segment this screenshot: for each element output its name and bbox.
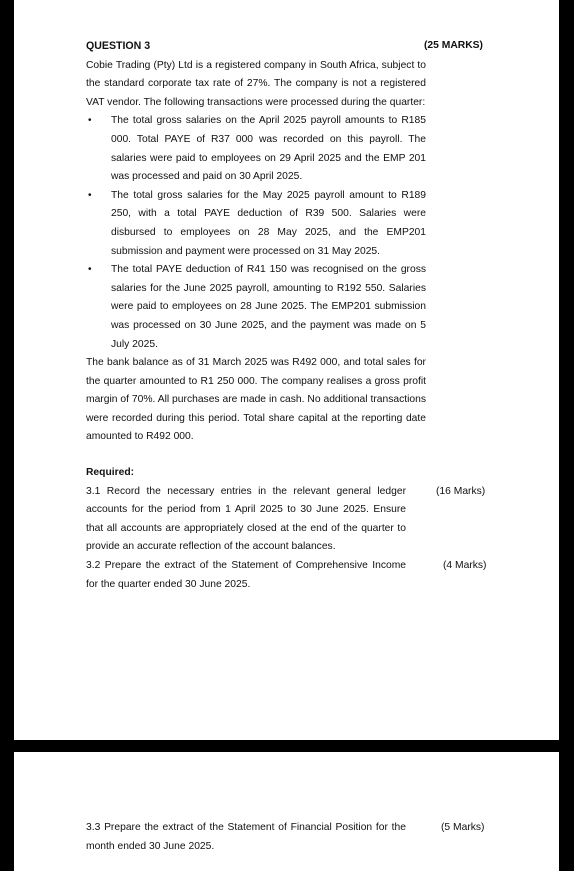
bullet-icon: • <box>88 189 92 201</box>
required-item-text: 3.3 Prepare the extract of the Statement of Financial Position for the month ended 30 June 2025. <box>86 822 406 852</box>
required-item-marks: (4 Marks) <box>443 560 487 572</box>
transaction-item-june <box>86 261 426 354</box>
transaction-text: The total PAYE deduction of R41 150 was recognised on the gross salaries for the June 2025 payroll, amounting to R192 550. Salaries were paid to employees on 28 June 2025. The EMP201 submission was processed on 30 June 2025, and the payment was made on 5 July 2025. <box>111 264 426 350</box>
bullet-icon: • <box>88 264 92 276</box>
required-item-3-3 <box>86 819 485 856</box>
required-heading: Required: <box>86 467 135 479</box>
transaction-item-april <box>86 112 426 186</box>
question-title: QUESTION 3 <box>86 40 151 52</box>
required-item-text: 3.2 Prepare the extract of the Statement of Comprehensive Income for the quarter ended 30 June 2025. <box>86 560 406 590</box>
question-header <box>86 37 483 57</box>
document-page-1 <box>14 0 559 740</box>
transaction-text: The total gross salaries on the April 2025 payroll amounts to R185 000. Total PAYE of R37 000 was recorded on this payroll. The salaries were paid to employees on 29 April 2025 and the EMP 201 was processed and paid on 30 April 2025. <box>111 115 426 183</box>
required-item-text: 3.1 Record the necessary entries in the relevant general ledger accounts for the period from 1 April 2025 to 30 June 2025. Ensure that all accounts are appropriately closed at the end of the quarter to provide an accurate reflection of the account balances. <box>86 485 406 553</box>
question-body <box>86 37 487 594</box>
question-total-marks: (25 MARKS) <box>424 40 483 51</box>
required-item-3-2 <box>86 557 487 594</box>
required-item-3-1 <box>86 483 486 557</box>
question-intro: Cobie Trading (Pty) Ltd is a registered company in South Africa, subject to the standard corporate tax rate of 27%. The company is not a registered VAT vendor. The following transactions were processed during the quarter: <box>86 59 426 108</box>
transaction-list <box>86 112 426 354</box>
required-item-marks: (16 Marks) <box>436 485 486 497</box>
transaction-text: The total gross salaries for the May 2025 payroll amount to R189 250, with a total PAYE deduction of R39 500. Salaries were disbursed to employees on 28 May 2025, and the EMP201 submission and payment were processed on 31 May 2025. <box>111 189 426 257</box>
question-continuation <box>86 819 485 856</box>
bullet-icon: • <box>88 115 92 127</box>
transaction-item-may <box>86 187 426 261</box>
question-closing: The bank balance as of 31 March 2025 was R492 000, and total sales for the quarter amounted to R1 250 000. The company realises a gross profit margin of 70%. All purchases are made in cash. No additional transactions were recorded during this period. Total share capital at the reporting date amounted to R492 000. <box>86 357 426 443</box>
document-page-2 <box>14 752 559 871</box>
required-item-marks: (5 Marks) <box>441 822 485 833</box>
